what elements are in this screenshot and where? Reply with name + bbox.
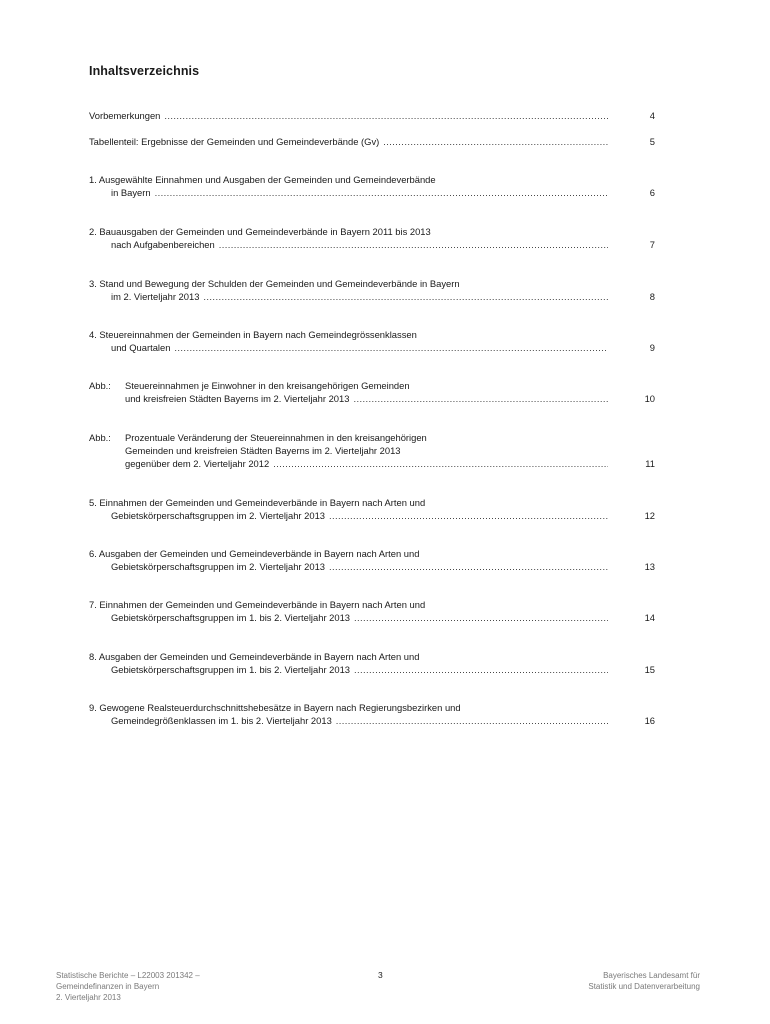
- toc-entry[interactable]: [89, 431, 655, 470]
- toc-entry[interactable]: [89, 135, 655, 148]
- toc-page-number: 15: [644, 664, 655, 675]
- toc-entry[interactable]: [89, 328, 655, 354]
- toc-entry-line: [89, 379, 655, 392]
- footer-right-line: Statistik und Datenverarbeitung: [588, 982, 700, 991]
- toc-entry-text: Gebietskörperschaftsgruppen im 1. bis 2. Vierteljahr 2013: [111, 664, 351, 675]
- toc-entry-line: [89, 290, 655, 303]
- toc-leader-dots: [336, 714, 608, 727]
- toc-entry-text: Prozentuale Veränderung der Steuereinnahmen in den kreisangehörigen: [125, 432, 427, 443]
- toc-page-number: 13: [644, 561, 655, 572]
- footer-left-line: Statistische Berichte – L22003 201342 –: [56, 971, 200, 980]
- toc-leader-dots: [383, 135, 608, 148]
- toc-entry-text: 5. Einnahmen der Gemeinden und Gemeindeverbände in Bayern nach Arten und: [89, 497, 426, 508]
- toc-entry-text: 2. Bauausgaben der Gemeinden und Gemeindeverbände in Bayern 2011 bis 2013: [89, 226, 431, 237]
- toc-entry-text: 3. Stand und Bewegung der Schulden der Gemeinden und Gemeindeverbände in Bayern: [89, 278, 460, 289]
- toc-entry-line: [89, 457, 655, 470]
- toc-entry-text: nach Aufgabenbereichen: [111, 239, 215, 250]
- toc-entry-text: 8. Ausgaben der Gemeinden und Gemeindeverbände in Bayern nach Arten und: [89, 651, 420, 662]
- toc-leader-dots: [329, 560, 608, 573]
- toc-entry-text: im 2. Vierteljahr 2013: [111, 291, 200, 302]
- toc-entry[interactable]: [89, 173, 655, 199]
- toc-entry[interactable]: [89, 379, 655, 405]
- toc-page-number: 10: [644, 393, 655, 404]
- toc-entry-line: [89, 277, 655, 290]
- footer-publication-info: [56, 970, 200, 1003]
- toc-page-number: 7: [649, 239, 655, 250]
- toc-entry-text: und kreisfreien Städten Bayerns im 2. Vierteljahr 2013: [125, 393, 350, 404]
- toc-entry-text: 7. Einnahmen der Gemeinden und Gemeindeverbände in Bayern nach Arten und: [89, 599, 426, 610]
- toc-entry[interactable]: [89, 109, 655, 122]
- toc-leader-dots: [354, 611, 608, 624]
- toc-leader-dots: [203, 290, 608, 303]
- toc-entry-line: [89, 238, 655, 251]
- toc-leader-dots: [164, 109, 608, 122]
- toc-page-number: 8: [649, 291, 655, 302]
- toc-page-number: 5: [649, 136, 655, 147]
- toc-page-number: 14: [644, 612, 655, 623]
- footer-publisher: [588, 970, 700, 992]
- toc-entry-text: Gemeinden und kreisfreien Städten Bayerns im 2. Vierteljahr 2013: [125, 445, 401, 456]
- toc-entry-text: Tabellenteil: Ergebnisse der Gemeinden und Gemeindeverbände (Gv): [89, 136, 380, 147]
- toc-leader-dots: [273, 457, 608, 470]
- toc-entry-label: Abb.:: [89, 432, 111, 443]
- toc-entry[interactable]: [89, 598, 655, 624]
- toc-entry-text: und Quartalen: [111, 342, 171, 353]
- footer-right-line: Bayerisches Landesamt für: [603, 971, 700, 980]
- toc-entry-text: Steuereinnahmen je Einwohner in den kreisangehörigen Gemeinden: [125, 380, 410, 391]
- toc-entry-line: [89, 650, 655, 663]
- toc-entry-text: Vorbemerkungen: [89, 110, 161, 121]
- toc-entry-line: [89, 509, 655, 522]
- toc-entry-line: [89, 496, 655, 509]
- toc-entry-line: [89, 611, 655, 624]
- toc-page-number: 12: [644, 510, 655, 521]
- toc-entry-line: [89, 109, 655, 122]
- toc-entry-text: 4. Steuereinnahmen der Gemeinden in Bayern nach Gemeindegrössenklassen: [89, 329, 417, 340]
- toc-page-number: 9: [649, 342, 655, 353]
- toc-entry[interactable]: [89, 701, 655, 727]
- toc-page-number: 6: [649, 187, 655, 198]
- toc-entry-line: [89, 225, 655, 238]
- toc-entry-label: Abb.:: [89, 380, 111, 391]
- toc-entry-text: in Bayern: [111, 187, 151, 198]
- toc-entry-line: [89, 663, 655, 676]
- toc-leader-dots: [329, 509, 608, 522]
- toc-entry-text: Gebietskörperschaftsgruppen im 2. Vierteljahr 2013: [111, 510, 326, 521]
- toc-leader-dots: [354, 663, 608, 676]
- toc-entry-line: [89, 598, 655, 611]
- toc-entry-line: [89, 186, 655, 199]
- toc-leader-dots: [219, 238, 608, 251]
- toc-entry[interactable]: [89, 650, 655, 676]
- toc-page-number: 4: [649, 110, 655, 121]
- toc-entry-line: [89, 547, 655, 560]
- toc-entry-text: Gebietskörperschaftsgruppen im 2. Vierteljahr 2013: [111, 561, 326, 572]
- toc-leader-dots: [353, 392, 608, 405]
- toc-leader-dots: [174, 341, 608, 354]
- toc-entry-line: [89, 431, 655, 444]
- toc-entry[interactable]: [89, 225, 655, 251]
- toc-entry-line: [89, 392, 655, 405]
- toc-entry[interactable]: [89, 277, 655, 303]
- toc-entry-line: [89, 701, 655, 714]
- toc-entry[interactable]: [89, 496, 655, 522]
- toc-entry-text: 1. Ausgewählte Einnahmen und Ausgaben der Gemeinden und Gemeindeverbände: [89, 174, 436, 185]
- footer-left-line: 2. Vierteljahr 2013: [56, 993, 121, 1002]
- toc-entry-line: [89, 328, 655, 341]
- toc-leader-dots: [155, 186, 608, 199]
- toc-entry-text: Gebietskörperschaftsgruppen im 1. bis 2. Vierteljahr 2013: [111, 612, 351, 623]
- page-title: Inhaltsverzeichnis: [89, 64, 200, 78]
- toc-page-number: 16: [644, 715, 655, 726]
- toc-entry[interactable]: [89, 547, 655, 573]
- toc-entry-text: Gemeindegrößenklassen im 1. bis 2. Vierteljahr 2013: [111, 715, 332, 726]
- toc-entry-text: gegenüber dem 2. Vierteljahr 2012: [125, 458, 270, 469]
- toc-entry-text: 9. Gewogene Realsteuerdurchschnittshebesätze in Bayern nach Regierungsbezirken und: [89, 702, 461, 713]
- toc-entry-line: [89, 173, 655, 186]
- toc-entry-line: [89, 444, 655, 457]
- toc-entry-line: [89, 341, 655, 354]
- toc-page-number: 11: [645, 458, 655, 469]
- footer-page-number: 3: [378, 970, 383, 980]
- footer-left-line: Gemeindefinanzen in Bayern: [56, 982, 160, 991]
- toc-entry-line: [89, 560, 655, 573]
- toc-entry-line: [89, 135, 655, 148]
- toc-entry-line: [89, 714, 655, 727]
- toc-entry-text: 6. Ausgaben der Gemeinden und Gemeindeverbände in Bayern nach Arten und: [89, 548, 420, 559]
